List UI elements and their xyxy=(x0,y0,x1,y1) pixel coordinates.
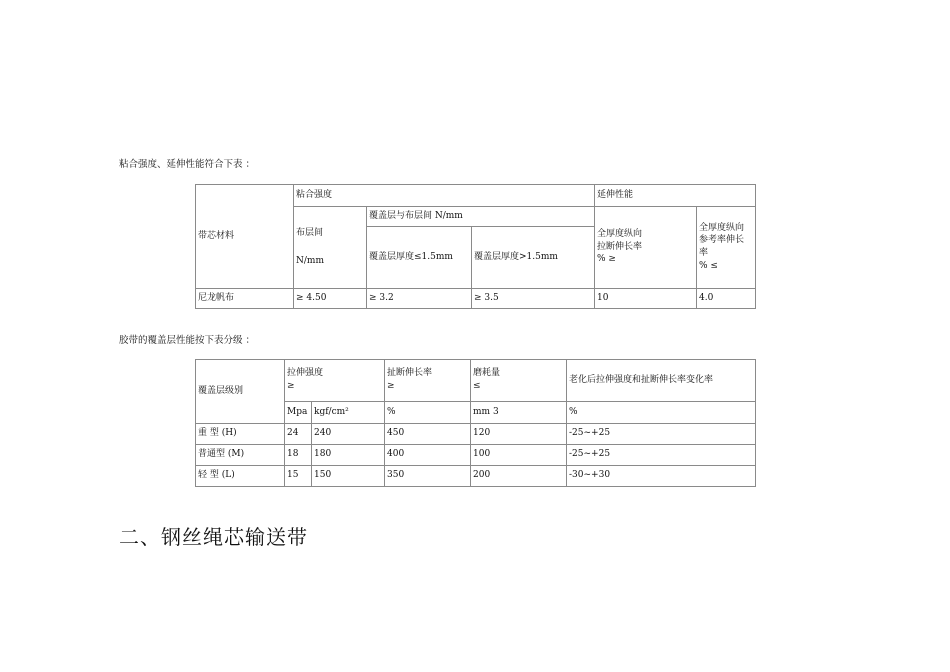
unit-mm3: mm 3 xyxy=(471,402,567,424)
cover-thick-header: 覆盖层厚度>1.5mm xyxy=(472,227,595,289)
aging-value: -25~+25 xyxy=(567,445,756,466)
tensile-mpa: 15 xyxy=(285,466,312,487)
table-row xyxy=(196,466,756,487)
full-ref-line-3: 率 xyxy=(699,248,709,258)
ply-unit: N/mm xyxy=(296,255,324,266)
wear-value: 100 xyxy=(471,445,567,466)
table-row xyxy=(196,289,756,309)
wear-value: 200 xyxy=(471,466,567,487)
table-row xyxy=(196,424,756,445)
full-break-cell xyxy=(595,207,697,289)
full-ref-line-1: 全厚度纵向 xyxy=(699,222,745,233)
tensile-kgf: 180 xyxy=(312,445,385,466)
elongation-value: 350 xyxy=(385,466,471,487)
grade-name: 轻 型 (L) xyxy=(196,466,285,487)
grade-name: 重 型 (H) xyxy=(196,424,285,445)
unit-aging-percent: % xyxy=(567,402,756,424)
caption-cover-grade: 胶带的覆盖层性能按下表分级 ： xyxy=(119,335,256,346)
unit-percent: % xyxy=(385,402,471,424)
table-row xyxy=(196,445,756,466)
adhesion-elongation-table xyxy=(195,184,756,309)
row-full-break: 10 xyxy=(595,289,697,309)
cover-ply-header: 覆盖层与布层间 N/mm xyxy=(367,207,595,227)
full-break-line-2: 拉断伸长率 xyxy=(597,241,643,252)
row-cover-thick: ≥ 3.5 xyxy=(472,289,595,309)
ply-cell xyxy=(294,207,367,289)
tensile-kgf: 240 xyxy=(312,424,385,445)
elongation-value: 400 xyxy=(385,445,471,466)
aging-value: -30~+30 xyxy=(567,466,756,487)
cover-thin-header: 覆盖层厚度≤1.5mm xyxy=(367,227,472,289)
elong-sym: ≥ xyxy=(387,381,395,391)
caption-adhesion: 粘合强度、延伸性能符合下表 ： xyxy=(119,159,256,170)
wear-header: 磨耗量 xyxy=(473,368,501,379)
wear-value: 120 xyxy=(471,424,567,445)
full-break-line-1: 全厚度纵向 xyxy=(597,228,643,239)
elongation-header: 延伸性能 xyxy=(595,185,756,207)
cover-grade-table xyxy=(195,359,756,487)
row-material: 尼龙帆布 xyxy=(196,289,294,309)
tensile-sym: ≥ xyxy=(287,381,295,391)
tensile-kgf: 150 xyxy=(312,466,385,487)
tensile-header: 拉伸强度 xyxy=(287,368,324,379)
tensile-mpa: 24 xyxy=(285,424,312,445)
unit-mpa: Mpa xyxy=(285,402,312,424)
row-full-ref: 4.0 xyxy=(697,289,756,309)
grade-name: 普通型 (M) xyxy=(196,445,285,466)
aging-header: 老化后拉伸强度和扯断伸长率变化率 xyxy=(567,360,756,402)
full-ref-line-4: % ≤ xyxy=(699,260,718,271)
tensile-mpa: 18 xyxy=(285,445,312,466)
wear-sym: ≤ xyxy=(473,381,481,391)
section-heading: 二、钢丝绳芯输送带 xyxy=(119,525,308,549)
full-break-line-3: % ≥ xyxy=(597,254,616,265)
elong-header: 扯断伸长率 xyxy=(387,368,433,379)
full-ref-cell xyxy=(697,207,756,289)
material-header: 带芯材料 xyxy=(196,185,294,289)
adhesion-header: 粘合强度 xyxy=(294,185,595,207)
aging-value: -25~+25 xyxy=(567,424,756,445)
row-ply: ≥ 4.50 xyxy=(294,289,367,309)
grade-header: 覆盖层级别 xyxy=(196,360,285,424)
full-ref-line-2: 参考率伸长 xyxy=(699,235,745,246)
unit-kgf: kgf/cm² xyxy=(312,402,385,424)
elongation-value: 450 xyxy=(385,424,471,445)
elong-header-cell xyxy=(385,360,471,402)
ply-label: 布层间 xyxy=(296,227,324,238)
tensile-header-cell xyxy=(285,360,385,402)
wear-header-cell xyxy=(471,360,567,402)
row-cover-thin: ≥ 3.2 xyxy=(367,289,472,309)
